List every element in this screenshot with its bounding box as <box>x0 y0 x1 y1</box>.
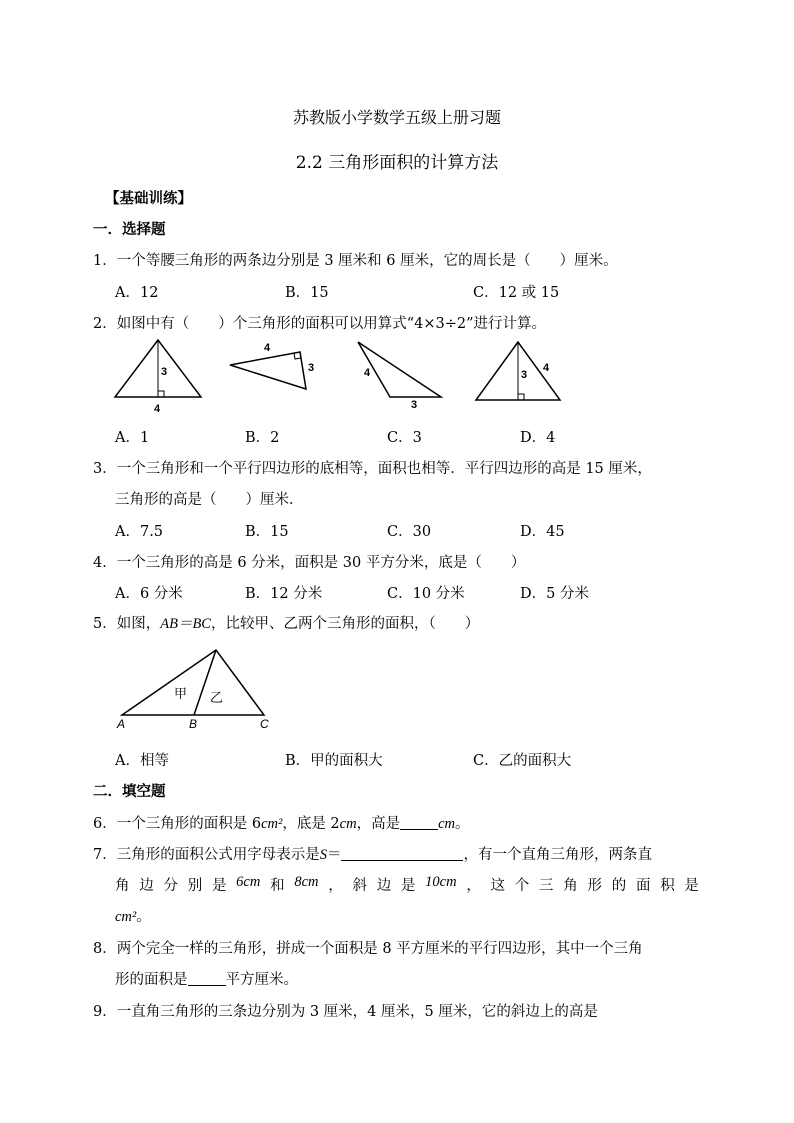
q7-end: 。 <box>136 909 151 925</box>
question-7-line-2 <box>115 874 699 895</box>
q7-word: 别 <box>187 878 203 894</box>
question-8-line-2 <box>115 968 298 989</box>
q7-word: 和 <box>270 878 285 894</box>
q2-fig-label-8: 4 <box>543 362 550 374</box>
q5-label-yi: 乙 <box>210 690 224 705</box>
q7-variable-s: S <box>319 847 327 863</box>
q5-label-c: C <box>260 717 269 731</box>
question-1-text: 1．一个等腰三角形的两条边分别是 3 厘米和 6 厘米，它的周长是（ ）厘米。 <box>93 253 618 269</box>
q7-part-3: ，有一个直角三角形，两条直 <box>463 847 652 863</box>
q2-triangles-figure <box>0 0 794 430</box>
right-angle-mark <box>518 394 524 400</box>
q2-option-a: A．1 <box>115 430 150 446</box>
q1-option-b: B．15 <box>285 285 329 301</box>
q7-formula-blank[interactable] <box>341 846 463 861</box>
q2-fig-label-1: 3 <box>161 366 168 378</box>
q7-part-1: 7．三角形的面积公式用字母表示是 <box>93 847 320 863</box>
question-8-line-1: 8．两个完全一样的三角形，拼成一个面积是 8 平方厘米的平行四边形，其中一个三角 <box>93 941 643 957</box>
q7-word: 边 <box>376 878 392 894</box>
question-4-text: 4．一个三角形的高是 6 分米，面积是 30 平方分米，底是（ ） <box>93 555 526 571</box>
q7-area-unit: cm² <box>115 909 137 925</box>
q5-label-a: A <box>117 717 126 731</box>
worksheet-subtitle: 2.2 三角形面积的计算方法 <box>295 153 499 173</box>
question-3-line-2: 三角形的高是（ ）厘米． <box>115 492 304 508</box>
q5-option-c: C．乙的面积大 <box>473 753 572 769</box>
question-7-line-1 <box>93 843 652 864</box>
q5-option-b: B．甲的面积大 <box>285 753 383 769</box>
question-5-text <box>93 612 479 633</box>
q2-fig-label-2: 4 <box>154 403 161 415</box>
section-fill-in-blank: 二．填空题 <box>93 783 166 800</box>
q1-option-a: A．12 <box>115 285 159 301</box>
q8-part-2: 平方厘米。 <box>225 972 298 988</box>
q2-fig-label-4: 3 <box>308 362 315 374</box>
q6-part-1: 6．一个三角形的面积是 6 <box>93 816 262 832</box>
q7-word: 个 <box>514 878 530 894</box>
q1-option-c: C．12 或 15 <box>473 285 560 301</box>
q6-unit-2: cm <box>339 816 357 832</box>
q5-expression: AB＝BC <box>160 616 211 632</box>
q7-leg-2: 8cm <box>294 874 319 890</box>
section-basic-training: 【基础训练】 <box>105 190 192 207</box>
q7-equals: ＝ <box>326 847 342 863</box>
q7-word: 的 <box>611 878 627 894</box>
question-6-text <box>93 812 470 833</box>
q6-unit-1: cm² <box>261 816 283 832</box>
q3-option-d: D．45 <box>520 524 565 540</box>
q8-answer-blank[interactable] <box>188 971 226 986</box>
q7-word: 是 <box>211 878 227 894</box>
right-angle-mark <box>158 391 164 397</box>
q4-option-d: D．5 分米 <box>520 586 589 602</box>
q8-part-1: 形的面积是 <box>115 972 188 988</box>
q7-word: 角 <box>563 878 578 894</box>
question-7-line-3 <box>115 905 151 926</box>
q4-option-a: A．6 分米 <box>115 586 183 602</box>
q2-option-c: C．3 <box>387 430 422 446</box>
q7-word: 三 <box>539 878 554 894</box>
question-9-line-1: 9．一直角三角形的三条边分别为 3 厘米，4 厘米，5 厘米，它的斜边上的高是 <box>93 1004 598 1020</box>
q6-unit-3: cm <box>438 816 456 832</box>
q7-word: 是 <box>400 878 416 894</box>
q7-word: 积 <box>660 878 675 894</box>
q7-word: 形 <box>587 878 602 894</box>
q7-word: 面 <box>635 878 651 894</box>
q5-divider-line <box>194 650 216 715</box>
q6-part-2: ，底是 2 <box>282 816 340 832</box>
q7-leg-1: 6cm <box>236 874 261 890</box>
q5-triangle-figure <box>0 640 794 740</box>
q5-label-jia: 甲 <box>174 686 188 701</box>
question-2-text: 2．如图中有（ ）个三角形的面积可以用算式“4×3÷2”进行计算。 <box>93 316 547 332</box>
q7-word: 边 <box>139 878 154 894</box>
q7-word: 分 <box>163 878 178 894</box>
q2-fig-label-3: 4 <box>264 342 271 354</box>
q3-option-b: B．15 <box>245 524 289 540</box>
q7-hypotenuse: 10cm <box>425 874 457 890</box>
q5-prefix: 5．如图， <box>93 616 161 632</box>
q7-word: 这 <box>490 878 506 894</box>
q2-triangle-3 <box>358 342 441 397</box>
q4-option-c: C．10 分米 <box>387 586 465 602</box>
q3-option-a: A．7.5 <box>115 524 164 540</box>
q2-option-d: D．4 <box>520 430 556 446</box>
q4-option-b: B．12 分米 <box>245 586 323 602</box>
q7-word: 角 <box>115 878 130 894</box>
q3-option-c: C．30 <box>387 524 432 540</box>
q2-fig-label-7: 3 <box>521 369 528 381</box>
worksheet-title: 苏教版小学数学五级上册习题 <box>292 108 501 127</box>
q7-word: ， <box>466 878 481 894</box>
q7-word: 是 <box>684 878 699 894</box>
q6-answer-blank[interactable] <box>400 815 438 830</box>
q2-fig-label-6: 3 <box>411 399 418 411</box>
section-multiple-choice: 一．选择题 <box>93 221 166 238</box>
question-3-line-1: 3．一个三角形和一个平行四边形的底相等，面积也相等．平行四边形的高是 15 厘米， <box>93 461 652 477</box>
q2-fig-label-5: 4 <box>364 367 371 379</box>
q6-part-3: ，高是 <box>356 816 401 832</box>
q6-part-4: 。 <box>455 816 470 832</box>
q7-word: 斜 <box>352 878 367 894</box>
q5-outer-triangle <box>122 650 264 715</box>
q7-word: ， <box>328 878 343 894</box>
q5-suffix: ，比较甲、乙两个三角形的面积，（ ） <box>210 616 480 632</box>
q5-label-b: B <box>189 717 198 731</box>
q2-option-b: B．2 <box>245 430 280 446</box>
q5-option-a: A．相等 <box>115 753 169 769</box>
